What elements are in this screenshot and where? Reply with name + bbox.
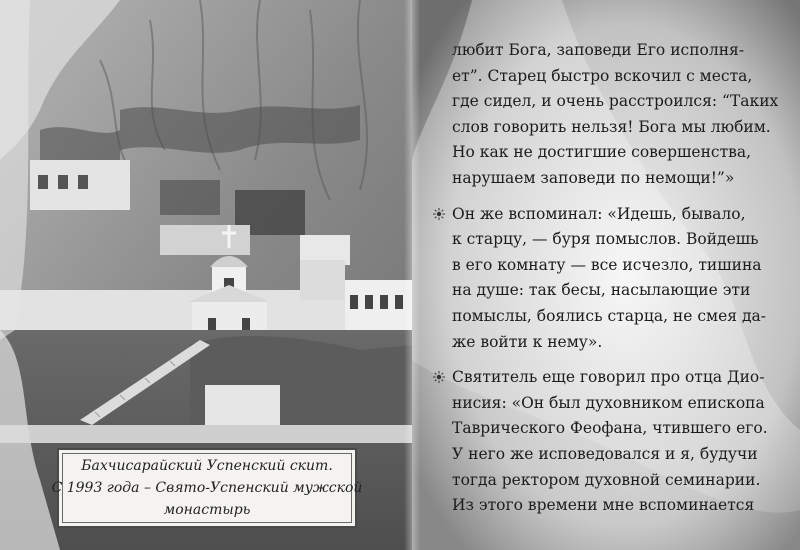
text-line: Но как не достигшие совершенства, <box>452 143 752 162</box>
paragraph-continued <box>452 38 787 192</box>
text-line: к старцу, — буря помыслов. Войдешь <box>452 230 759 249</box>
text-line: Он же вспоминал: «Идешь, бывало, <box>452 204 746 223</box>
text-line: тогда ректором духовной семинарии. <box>452 470 761 489</box>
paragraph-memory <box>452 202 787 356</box>
text-line: любит Бога, заповеди Его исполня- <box>452 41 745 59</box>
caption-line-1: Бахчисарайский Успенский скит. <box>81 458 333 474</box>
book-gutter <box>404 0 420 550</box>
text-line: в его комнату — все исчезло, тишина <box>452 255 762 274</box>
text-line: на душе: так бесы, насылающие эти <box>452 281 751 300</box>
text-line: Святитель еще говорил про отца Дио- <box>452 368 765 387</box>
text-line: слов говорить нельзя! Бога мы любим. <box>452 117 771 136</box>
sunburst-bullet-icon <box>433 371 445 383</box>
text-line: У него же исповедовался и я, будучи <box>452 444 758 463</box>
text-line: нисия: «Он был духовником епископа <box>452 393 765 412</box>
sunburst-bullet-icon <box>433 208 445 220</box>
text-line: нарушаем заповеди по немощи!”» <box>452 168 735 187</box>
paragraph-saint <box>452 365 787 519</box>
text-line: Из этого времени мне вспоминается <box>452 496 755 515</box>
text-line: где сидел, и очень расстроился: “Таких <box>452 92 779 111</box>
text-line: ет”. Старец быстро вскочил с места, <box>452 66 753 85</box>
text-line: помыслы, боялись старца, не смея да- <box>452 306 766 325</box>
text-line: же войти к нему». <box>452 332 603 351</box>
right-page-text-panel <box>412 0 800 550</box>
photo-caption <box>51 448 363 528</box>
book-text <box>452 38 787 519</box>
caption-line-2: С 1993 года – Свято-Успенский мужской <box>51 480 363 496</box>
text-line: Таврического Феофана, чтившего его. <box>452 419 768 438</box>
caption-line-3: монастырь <box>163 502 251 518</box>
